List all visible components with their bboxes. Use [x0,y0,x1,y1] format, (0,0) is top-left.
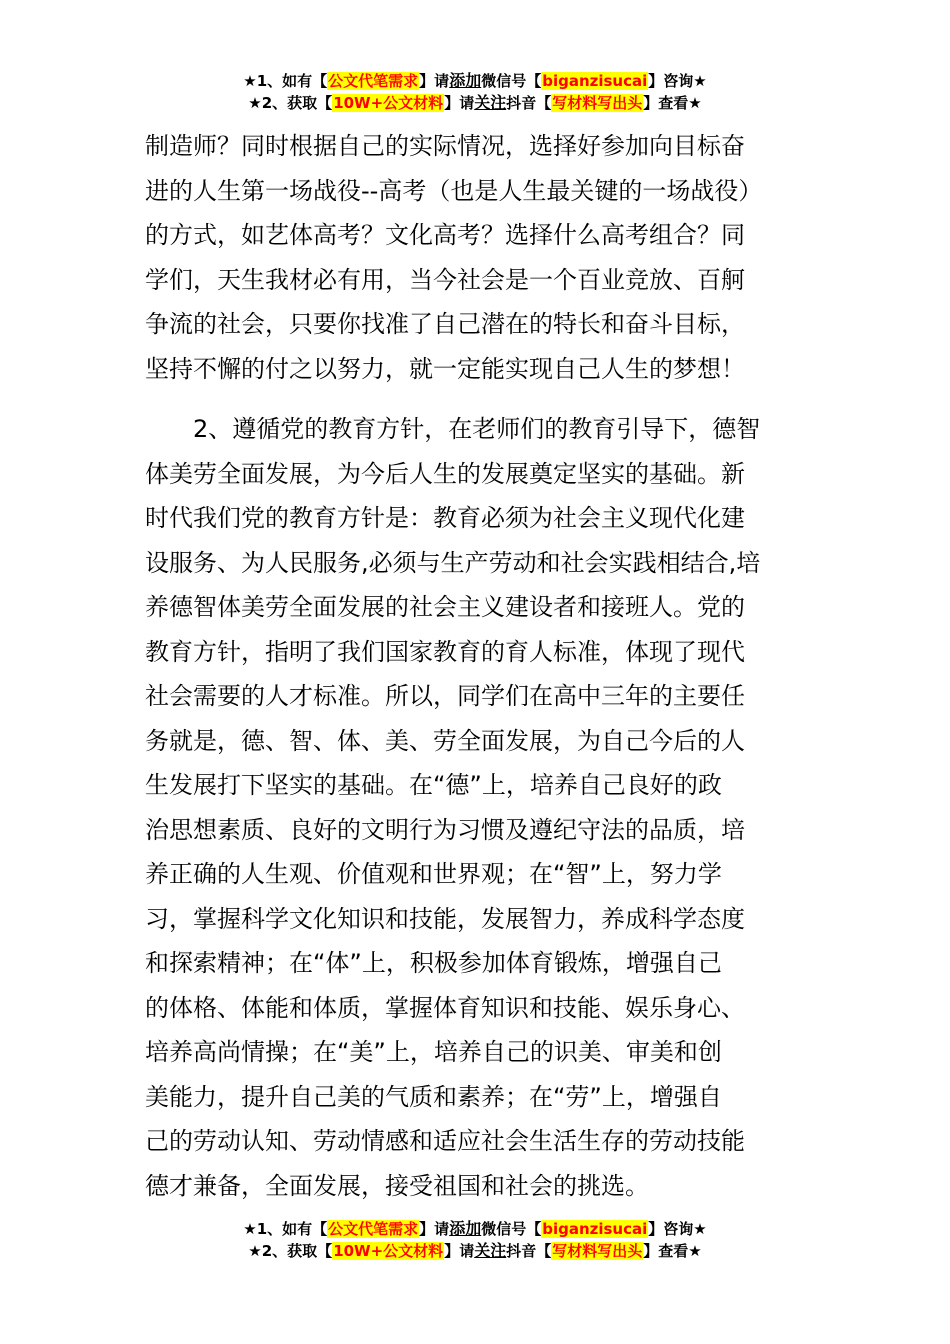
banner-line-2-prefix: ★2、获取【 [248,1242,333,1260]
text-line: 学们，天生我材必有用，当今社会是一个百业竞放、百舸 [145,265,745,294]
banner-line-2-prefix: ★2、获取【 [248,94,333,112]
banner-highlight-service: 公文代笔需求 [328,72,419,90]
text-line: 制造师？同时根据自己的实际情况，选择好参加向目标奋 [145,132,745,160]
text-line: 坚持不懈的付之以努力，就一定能实现自己人生的梦想！ [145,354,745,383]
paragraph-2 [145,407,810,1208]
text-line: 己的劳动认知、劳动情感和适应社会生活生存的劳动技能 [145,1127,745,1155]
text-line: 德才兼备，全面发展，接受祖国和社会的挑选。 [145,1171,649,1200]
text-line: 设服务、为人民服务,必须与生产劳动和社会实践相结合,培 [145,548,761,577]
banner-add-text: 添加 [449,71,482,90]
text-line: 的方式，如艺体高考？文化高考？选择什么高考组合？同 [145,221,745,249]
banner-line-1-prefix: ★1、如有【 [243,72,328,90]
text-line: 时代我们党的教育方针是：教育必须为社会主义现代化建 [145,504,745,532]
banner-line-1-suffix: 】咨询★ [648,1220,707,1238]
banner-highlight-douyin: 写材料写出头 [552,1242,643,1260]
document-body [145,124,810,1208]
text-line: 2、遵循党的教育方针，在老师们的教育引导下，德智 [193,415,761,443]
banner-line-1 [0,1218,950,1240]
banner-line-2-suffix: 】查看★ [643,94,702,112]
banner-highlight-materials: 10W+公文材料 [333,94,444,112]
text-line: 进的人生第一场战役--高考（也是人生最关键的一场战役） [145,176,763,205]
text-line: 习，掌握科学文化知识和技能，发展智力，养成科学态度 [145,904,745,933]
banner-line-2 [0,1240,950,1262]
text-line: 治思想素质、良好的文明行为习惯及遵纪守法的品质，培 [145,815,745,844]
banner-line-1-prefix: ★1、如有【 [243,1220,328,1238]
banner-follow-text: 关注 [474,1241,507,1260]
banner-line-2-mid2: 抖音【 [506,1242,552,1260]
banner-highlight-douyin: 写材料写出头 [552,94,643,112]
banner-line-1-mid: 】请 [419,72,450,90]
banner-highlight-wechat: biganzisucai [542,72,648,90]
banner-line-1-mid: 】请 [419,1220,450,1238]
banner-follow-text: 关注 [474,93,507,112]
header-banner [0,70,950,114]
text-line: 社会需要的人才标准。所以，同学们在高中三年的主要任 [145,682,745,710]
text-line: 争流的社会，只要你找准了自己潜在的特长和奋斗目标， [145,310,745,338]
banner-line-2-mid2: 抖音【 [506,94,552,112]
banner-add-text: 添加 [449,1219,482,1238]
banner-line-2-suffix: 】查看★ [643,1242,702,1260]
text-line: 教育方针，指明了我们国家教育的育人标准，体现了现代 [145,637,745,666]
banner-line-1 [0,70,950,92]
banner-highlight-service: 公文代笔需求 [328,1220,419,1238]
banner-highlight-materials: 10W+公文材料 [333,1242,444,1260]
banner-line-1-mid2: 微信号【 [481,1220,542,1238]
text-line: 生发展打下坚实的基础。在“德”上，培养自己良好的政 [145,771,722,799]
banner-line-2-mid: 】请 [444,94,475,112]
text-line: 养德智体美劳全面发展的社会主义建设者和接班人。党的 [145,593,745,621]
footer-banner [0,1218,950,1262]
paragraph-1 [145,124,810,391]
text-line: 的体格、体能和体质，掌握体育知识和技能、娱乐身心、 [145,993,745,1022]
text-line: 和探索精神；在“体”上，积极参加体育锻炼，增强自己 [145,949,722,977]
banner-highlight-wechat: biganzisucai [542,1220,648,1238]
banner-line-2-mid: 】请 [444,1242,475,1260]
text-line: 务就是，德、智、体、美、劳全面发展，为自己今后的人 [145,726,745,755]
text-line: 培养高尚情操；在“美”上，培养自己的识美、审美和创 [145,1038,722,1066]
text-line: 美能力，提升自己美的气质和素养；在“劳”上，增强自 [145,1082,722,1111]
text-line: 体美劳全面发展，为今后人生的发展奠定坚实的基础。新 [145,459,745,488]
text-line: 养正确的人生观、价值观和世界观；在“智”上，努力学 [145,860,722,888]
banner-line-2 [0,92,950,114]
banner-line-1-suffix: 】咨询★ [648,72,707,90]
banner-line-1-mid2: 微信号【 [481,72,542,90]
